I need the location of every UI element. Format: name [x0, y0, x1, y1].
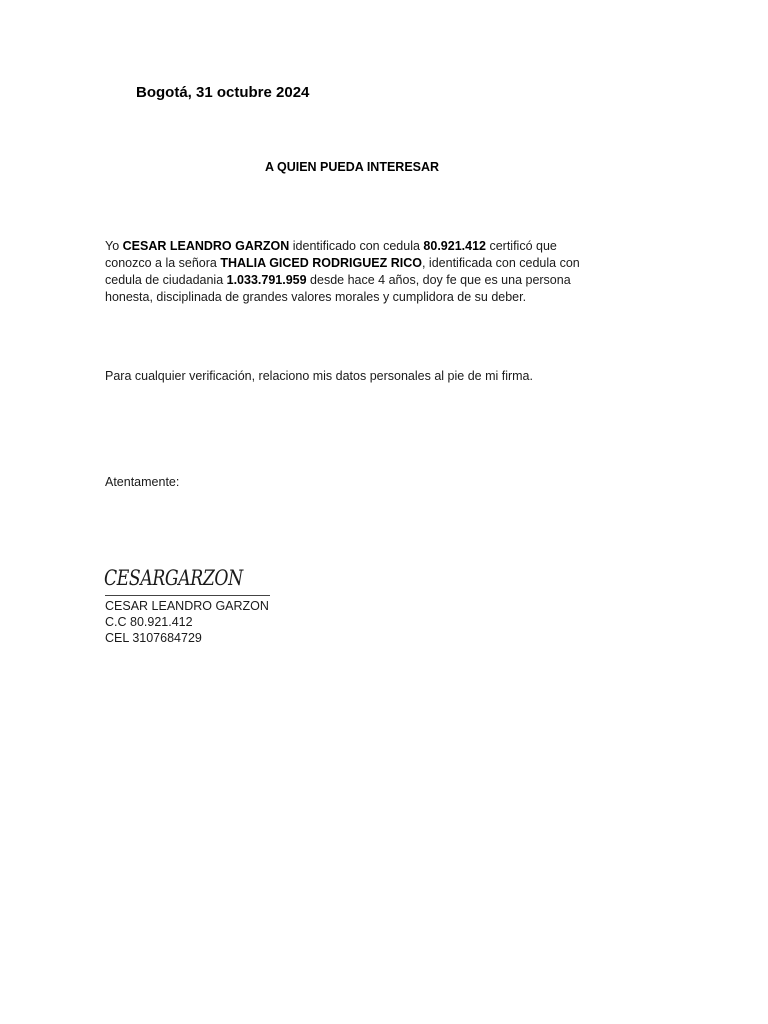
- signer-name: CESAR LEANDRO GARZON: [122, 239, 290, 253]
- letter-body: [105, 238, 605, 306]
- body-text-part: Yo: [105, 239, 123, 253]
- subject-id: 1.033.791.959: [226, 273, 307, 287]
- signature-phone: CEL 3107684729: [105, 631, 202, 644]
- closing-salutation: Atentamente:: [105, 475, 180, 489]
- verification-note: Para cualquier verificación, relaciono mis datos personales al pie de mi firma.: [105, 369, 533, 383]
- signature-block: [105, 598, 405, 644]
- body-text-part: , identificada con cedula con cedula de ciudadania: [105, 256, 580, 287]
- body-text-part: certificó que conozco a la señora: [105, 239, 557, 270]
- letter-heading: A QUIEN PUEDA INTERESAR: [264, 160, 440, 174]
- body-text-part: desde hace 4 años, doy fe que es una persona honesta, disciplinada de grandes valores morales y cumplidora de su deber.: [105, 273, 571, 304]
- signature-name: CESAR LEANDRO GARZON: [105, 599, 269, 613]
- letter-date: Bogotá, 31 octubre 2024: [136, 84, 310, 101]
- signature-line: [105, 595, 270, 596]
- signer-id: 80.921.412: [423, 239, 486, 253]
- handwritten-signature: CESARGARZON: [104, 566, 243, 590]
- body-text-part: identificado con cedula: [289, 239, 424, 253]
- signature-id: C.C 80.921.412: [105, 615, 193, 629]
- subject-name: THALIA GICED RODRIGUEZ RICO: [220, 256, 422, 270]
